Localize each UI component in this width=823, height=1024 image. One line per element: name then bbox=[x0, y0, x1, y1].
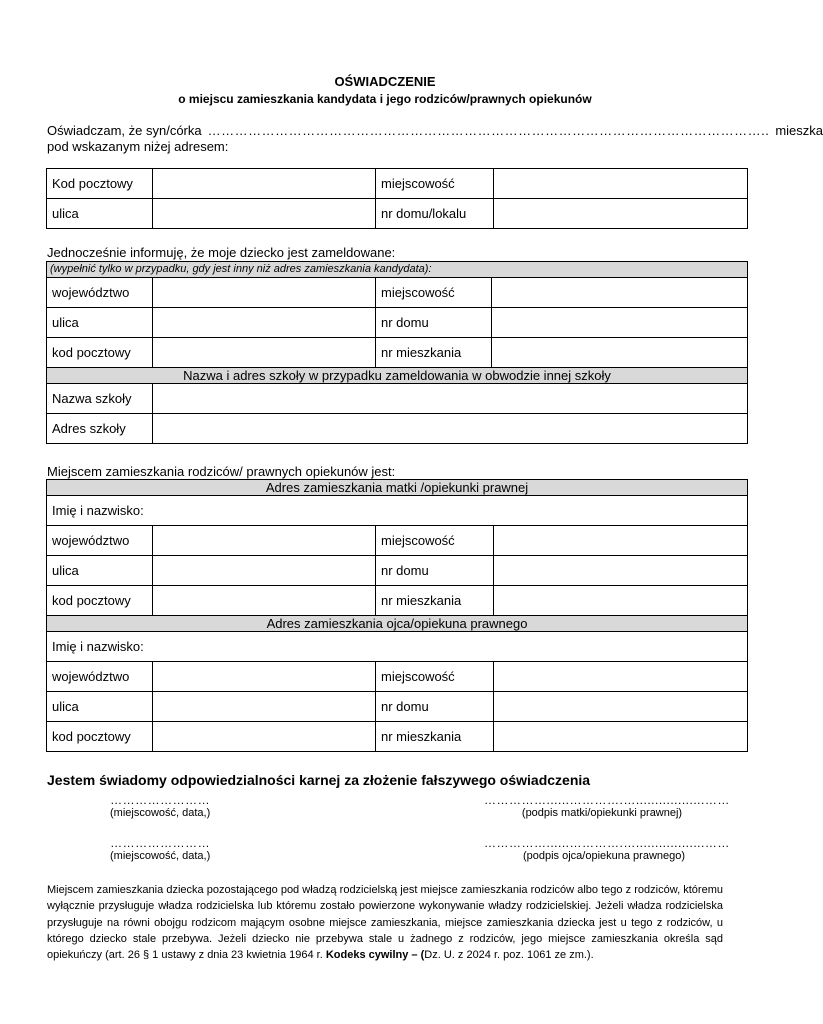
street-label: ulica bbox=[47, 199, 153, 229]
father-section-header: Adres zamieszkania ojca/opiekuna prawnego bbox=[47, 616, 748, 632]
mother-flat-field[interactable] bbox=[494, 586, 748, 616]
house-number-field[interactable] bbox=[492, 308, 748, 338]
father-postal-field[interactable] bbox=[153, 722, 376, 752]
place-date-dots: …………………… bbox=[110, 836, 211, 850]
father-house-label: nr domu bbox=[376, 692, 494, 722]
father-flat-field[interactable] bbox=[494, 722, 748, 752]
mother-signature-dots: ……………......………….…..................…… bbox=[484, 793, 730, 807]
flat-number-label: nr mieszkania bbox=[376, 338, 492, 368]
legal-tail: Dz. U. z 2024 r. poz. 1061 ze zm.). bbox=[424, 949, 594, 962]
school-name-label: Nazwa szkoły bbox=[47, 384, 153, 414]
father-street-field[interactable] bbox=[153, 692, 376, 722]
residence-table bbox=[46, 168, 748, 229]
postal-code-label: Kod pocztowy bbox=[47, 169, 153, 199]
parents-intro: Miejscem zamieszkania rodziców/ prawnych opiekunów jest: bbox=[47, 464, 396, 479]
father-town-field[interactable] bbox=[494, 662, 748, 692]
legal-bold-reference: Kodeks cywilny – ( bbox=[325, 949, 425, 962]
registration-table bbox=[46, 261, 748, 444]
father-signature[interactable] bbox=[484, 836, 730, 862]
father-signature-dots: ……………......………….…..................…… bbox=[484, 836, 730, 850]
school-name-field[interactable] bbox=[153, 384, 748, 414]
declaration-prefix: Oświadczam, że syn/córka bbox=[47, 123, 202, 138]
town-label: miejscowość bbox=[376, 169, 494, 199]
street-field[interactable] bbox=[153, 308, 376, 338]
legal-note bbox=[47, 882, 723, 963]
father-voivodeship-field[interactable] bbox=[153, 662, 376, 692]
mother-name-field[interactable]: Imię i nazwisko: bbox=[47, 496, 748, 526]
mother-town-label: miejscowość bbox=[376, 526, 494, 556]
registration-note: (wypełnić tylko w przypadku, gdy jest inny niż adres zamieszkania kandydata): bbox=[47, 262, 748, 278]
father-voivodeship-label: województwo bbox=[47, 662, 153, 692]
mother-section-header: Adres zamieszkania matki /opiekunki prawnej bbox=[47, 480, 748, 496]
mother-postal-field[interactable] bbox=[153, 586, 376, 616]
place-date-caption: (miejscowość, data,) bbox=[110, 807, 211, 819]
street-label: ulica bbox=[47, 308, 153, 338]
house-number-label: nr domu bbox=[376, 308, 492, 338]
mother-street-label: ulica bbox=[47, 556, 153, 586]
place-date-caption: (miejscowość, data,) bbox=[110, 850, 211, 862]
mother-street-field[interactable] bbox=[153, 556, 376, 586]
postal-code-field[interactable] bbox=[153, 169, 376, 199]
mother-voivodeship-field[interactable] bbox=[153, 526, 376, 556]
parents-table bbox=[46, 479, 748, 752]
school-address-field[interactable] bbox=[153, 414, 748, 444]
declaration-suffix: mieszka bbox=[775, 123, 823, 138]
flat-number-field[interactable] bbox=[492, 338, 748, 368]
mother-voivodeship-label: województwo bbox=[47, 526, 153, 556]
mother-signature-caption: (podpis matki/opiekunki prawnej) bbox=[521, 807, 683, 819]
postal-code-label: kod pocztowy bbox=[47, 338, 153, 368]
town-field[interactable] bbox=[492, 278, 748, 308]
voivodeship-label: województwo bbox=[47, 278, 153, 308]
voivodeship-field[interactable] bbox=[153, 278, 376, 308]
father-name-field[interactable]: Imię i nazwisko: bbox=[47, 632, 748, 662]
declaration-text bbox=[47, 123, 823, 155]
father-postal-label: kod pocztowy bbox=[47, 722, 153, 752]
responsibility-statement: Jestem świadomy odpowiedzialności karnej za złożenie fałszywego oświadczenia bbox=[47, 772, 591, 788]
town-label: miejscowość bbox=[376, 278, 492, 308]
mother-flat-label: nr mieszkania bbox=[376, 586, 494, 616]
document-subtitle: o miejscu zamieszkania kandydata i jego rodziców/prawnych opiekunów bbox=[178, 92, 592, 106]
street-field[interactable] bbox=[153, 199, 376, 229]
house-number-field[interactable] bbox=[494, 199, 748, 229]
mother-postal-label: kod pocztowy bbox=[47, 586, 153, 616]
declaration-line2: pod wskazanym niżej adresem: bbox=[47, 139, 229, 154]
town-field[interactable] bbox=[494, 169, 748, 199]
school-section-header: Nazwa i adres szkoły w przypadku zameldowania w obwodzie innej szkoły bbox=[47, 368, 748, 384]
place-date-signature-2[interactable] bbox=[110, 836, 210, 862]
father-flat-label: nr mieszkania bbox=[376, 722, 494, 752]
house-number-label: nr domu/lokalu bbox=[376, 199, 494, 229]
place-date-dots: …………………… bbox=[110, 793, 211, 807]
mother-signature[interactable] bbox=[484, 793, 730, 819]
school-address-label: Adres szkoły bbox=[47, 414, 153, 444]
mother-house-field[interactable] bbox=[494, 556, 748, 586]
father-house-field[interactable] bbox=[494, 692, 748, 722]
document-title: OŚWIADCZENIE bbox=[334, 74, 436, 89]
father-street-label: ulica bbox=[47, 692, 153, 722]
legal-text: Miejscem zamieszkania dziecka pozostającego pod władzą rodzicielską jest miejsce zamieszkania rodziców albo tego z rodziców, któremu wyłącznie przysługuje władza rodzicielska lub któremu zostało powierzone wykonywanie władzy rodzicielskiej. Jeżeli władza rodzicielska przysługuje na równi obojgu rodzicom mającym osobne miejsce zamieszkania, miejsce zamieszkania dziecka jest u tego z rodziców, u którego dziecko stale przebywa. Jeżeli dziecko nie przebywa stale u żadnego z rodziców, jego miejsce zamieszkania określa sąd opiekuńczy (art. 26 § 1 ustawy z dnia 23 kwietnia 1964 r. bbox=[47, 884, 723, 962]
place-date-signature-1[interactable] bbox=[110, 793, 210, 819]
mother-town-field[interactable] bbox=[494, 526, 748, 556]
registration-intro: Jednocześnie informuję, że moje dziecko jest zameldowane: bbox=[47, 245, 396, 260]
mother-house-label: nr domu bbox=[376, 556, 494, 586]
postal-code-field[interactable] bbox=[153, 338, 376, 368]
father-signature-caption: (podpis ojca/opiekuna prawnego) bbox=[522, 850, 686, 862]
father-town-label: miejscowość bbox=[376, 662, 494, 692]
child-name-field[interactable]: …………………………………………………………………………………………………………….. bbox=[207, 123, 770, 138]
